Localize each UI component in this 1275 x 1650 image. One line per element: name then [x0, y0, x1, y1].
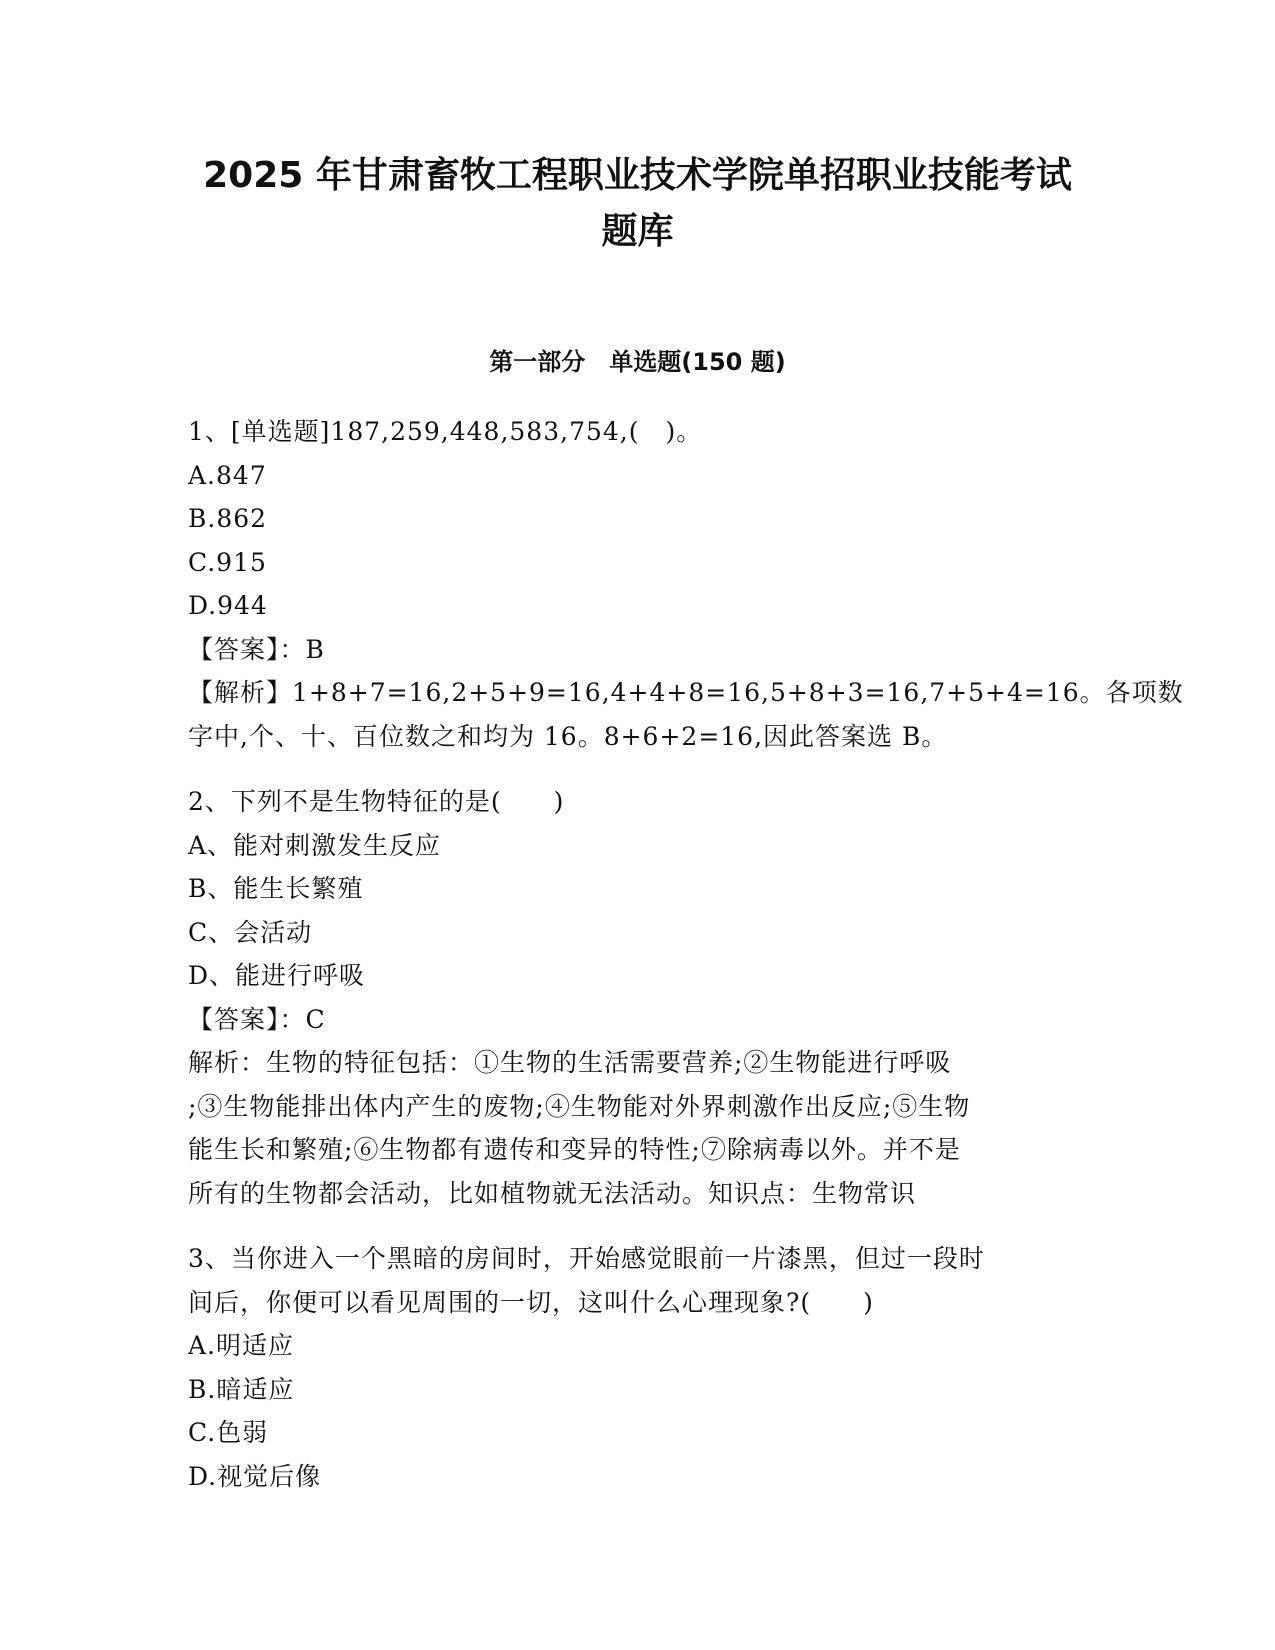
analysis-line: 能生长和繁殖;⑥生物都有遗传和变异的特性;⑦除病毒以外。并不是	[188, 1135, 961, 1164]
spacer	[188, 1215, 1068, 1237]
question-2	[188, 780, 1068, 1215]
document-title: 2025 年甘肃畜牧工程职业技术学院单招职业技能考试	[203, 155, 1072, 196]
question-list	[188, 410, 1184, 1498]
answer: 【答案】：C	[188, 1004, 326, 1034]
option-d: D、能进行呼吸	[188, 961, 366, 990]
option-d: D.视觉后像	[188, 1461, 322, 1491]
question-stem-continued: 间后，你便可以看见周围的一切，这叫什么心理现象?( )	[188, 1287, 874, 1317]
spacer	[188, 758, 1068, 780]
option-c: C、会活动	[188, 917, 313, 947]
option-b: B.暗适应	[188, 1374, 295, 1404]
analysis-line: 【解析】1+8+7=16,2+5+9=16,4+4+8=16,5+8+3=16,7+5+4=16。各项数	[188, 678, 1184, 707]
option-b: B.862	[188, 504, 268, 533]
analysis-line: 所有的生物都会活动，比如植物就无法活动。知识点：生物常识	[188, 1178, 917, 1208]
analysis-line: ;③生物能排出体内产生的废物;④生物能对外界刺激作出反应;⑤生物	[188, 1091, 971, 1121]
question-3	[188, 1237, 1068, 1498]
analysis-line: 字中,个、十、百位数之和均为 16。8+6+2=16,因此答案选 B。	[188, 721, 948, 751]
question-stem: 3、当你进入一个黑暗的房间时，开始感觉眼前一片漆黑，但过一段时	[188, 1244, 985, 1273]
option-b: B、能生长繁殖	[188, 874, 364, 903]
option-c: C.915	[188, 547, 267, 577]
answer: 【答案】：B	[188, 634, 325, 664]
option-a: A、能对刺激发生反应	[188, 830, 442, 860]
document-title-continued: 题库	[601, 211, 674, 252]
option-a: A.847	[188, 460, 267, 490]
section-heading: 第一部分 单选题(150 题)	[489, 348, 786, 376]
question-stem: 2、下列不是生物特征的是( )	[188, 787, 565, 816]
question-1	[188, 410, 1184, 758]
option-d: D.944	[188, 591, 268, 620]
option-c: C.色弱	[188, 1418, 269, 1447]
question-stem: 1、[单选题]187,259,448,583,754,( )。	[188, 417, 703, 446]
analysis-line: 解析：生物的特征包括：①生物的生活需要营养;②生物能进行呼吸	[188, 1048, 952, 1077]
option-a: A.明适应	[188, 1331, 295, 1360]
